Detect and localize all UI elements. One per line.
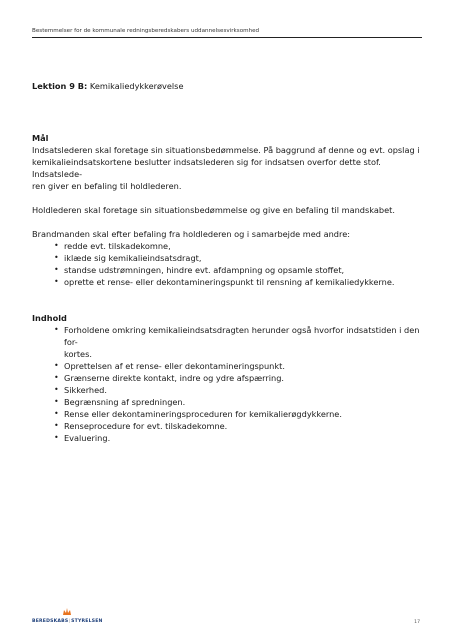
beredskabsstyrelsen-logo (32, 611, 103, 625)
list-item: • redde evt. tilskadekomne, (32, 240, 422, 252)
maal-p1-line: Indsatslederen skal foretage sin situationsbedømmelse. På baggrund af denne og evt. opslag i (32, 145, 420, 155)
list-item: • Grænserne direkte kontakt, indre og ydre afspærring. (32, 372, 422, 384)
indhold-bullet-list (32, 324, 422, 444)
lesson-name: Kemikaliedykkerøvelse (89, 81, 184, 91)
maal-bullet-list (32, 240, 422, 288)
indhold-heading: Indhold (32, 313, 67, 323)
maal-p1-line: ren giver en befaling til holdlederen. (32, 181, 182, 191)
page-footer (32, 611, 420, 625)
page-number: 17 (414, 620, 420, 625)
maal-paragraph-3: Brandmanden skal efter befaling fra holdlederen og i samarbejde med andre: (32, 229, 350, 239)
crown-icon (62, 607, 72, 617)
lesson-label: Lektion 9 B: (32, 81, 88, 91)
list-item: • iklæde sig kemikalieindsatsdragt, (32, 252, 422, 264)
list-item-line: kortes. (64, 349, 92, 359)
maal-heading: Mål (32, 133, 49, 143)
maal-paragraph-2: Holdlederen skal foretage sin situationsbedømmelse og give en befaling til mandskabet. (32, 205, 395, 215)
list-item (32, 324, 422, 360)
logo-separator: | (68, 619, 71, 624)
logo-text-right: STYRELSEN (71, 619, 103, 624)
list-item: • Evaluering. (32, 432, 422, 444)
list-item: • Renseprocedure for evt. tilskadekomne. (32, 420, 422, 432)
maal-paragraph-1 (32, 144, 422, 192)
list-item-line: Forholdene omkring kemikalieindsatsdragten herunder også hvorfor indsatstiden i den for- (64, 325, 420, 347)
list-item: • standse udstrømningen, hindre evt. afdampning og opsamle stoffet, (32, 264, 422, 276)
document-body (32, 80, 422, 444)
header-title: Bestemmelser for de kommunale redningsberedskabers uddannelsesvirksomhed (32, 28, 260, 34)
list-item: • Oprettelsen af et rense- eller dekontamineringspunkt. (32, 360, 422, 372)
maal-p1-line: kemikalieindsatskortene beslutter indsatslederen sig for indsatsen overfor dette stof. Indsatslede- (32, 157, 381, 179)
list-item: • oprette et rense- eller dekontamineringspunkt til rensning af kemikaliedykkerne. (32, 276, 422, 288)
page-header (32, 28, 422, 38)
logo-text-left: BEREDSKABS (32, 619, 69, 624)
list-item: • Rense eller dekontamineringsproceduren for kemikalierøgdykkerne. (32, 408, 422, 420)
list-item: • Begrænsning af spredningen. (32, 396, 422, 408)
logo-text (32, 619, 103, 624)
lesson-title (32, 80, 422, 92)
list-item: • Sikkerhed. (32, 384, 422, 396)
